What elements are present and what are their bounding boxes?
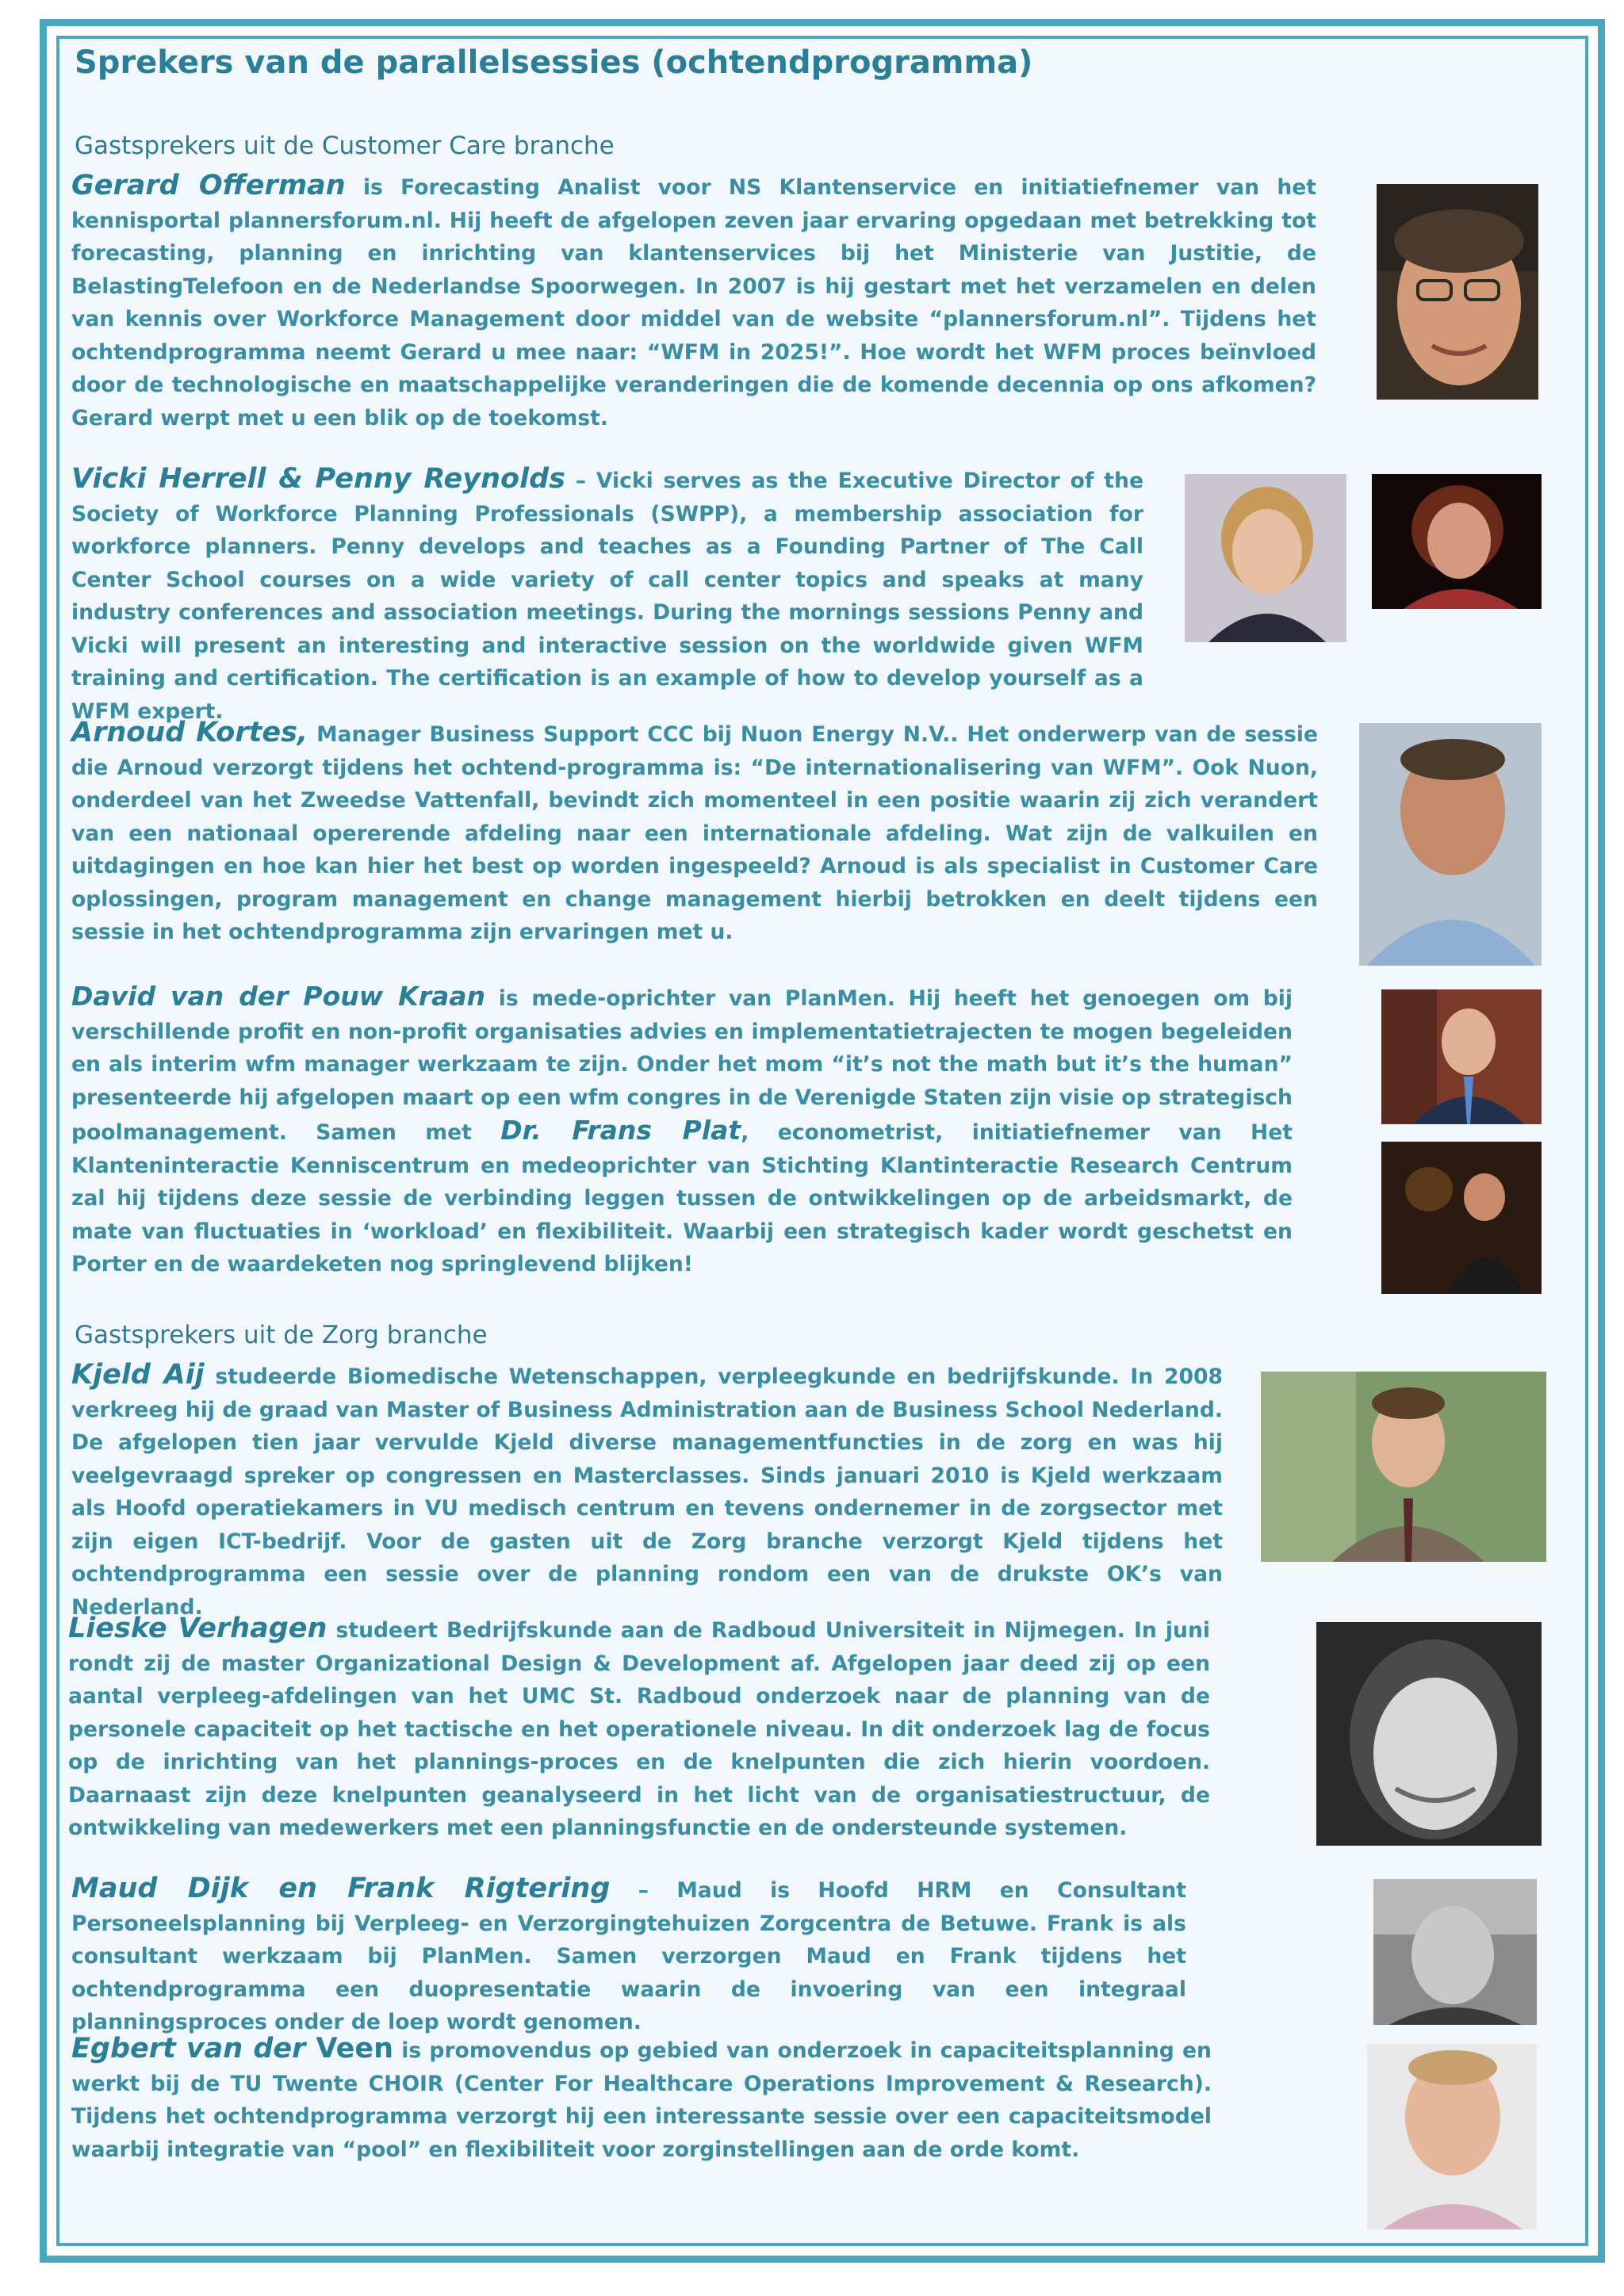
page-title: Sprekers van de parallelsessies (ochtendprogramma) [75,44,1033,81]
speaker-text: studeert Bedrijfskunde aan de Radboud Universiteit in Nijmegen. In juni rondt zij de master Organizational Design & Development af. Afgelopen jaar deed zij op een aantal verpleeg-afdelingen van het UMC St. Radboud onderzoek naar de planning van de personele capaciteit op het tactische en het operationele niveau. In dit onderzoek lag de focus op de inrichting van het plannings-proces en de knelpunten die zich hierin voordoen. Daarnaast zijn deze knelpunten geanalyseerd in het licht van de organisatiestructuur, de ontwikkeling van medewerkers met een planningsfunctie en de ondersteunde systemen. [68,1618,1210,1840]
speaker-photo-veen [1367,2044,1537,2229]
speaker-bio-kraan [71,980,1293,1281]
speaker-bio-offerman [71,170,1316,434]
speaker-bio-kortes [71,717,1318,949]
speaker-text: – Maud is Hoofd HRM en Consultant Personeelsplanning bij Verpleeg- en Verzorgingtehuizen Zorgcentra de Betuwe. Frank is als consultant werkzaam bij PlanMen. Samen verzorgen Maud en Frank tijdens het ochtendprogramma een duopresentatie waarin de invoering van een integraal planningsproces onder de loep wordt genomen. [71,1878,1186,2034]
speaker-photo-verhagen [1316,1622,1542,1846]
speaker-name-plat: Dr. Frans Plat [500,1115,741,1146]
speaker-name-part: Veen [305,2033,394,2064]
speaker-photo-aij [1261,1372,1546,1562]
speaker-photo-plat [1381,1142,1542,1294]
speaker-text: studeerde Biomedische Wetenschappen, verpleegkunde en bedrijfskunde. In 2008 verkreeg hij de graad van Master of Business Administration aan de Business School Nederland. De afgelopen tien jaar vervulde Kjeld diverse managementfuncties in de zorg en was hij veelgevraagd spreker op congressen en Masterclasses. Sinds januari 2010 is Kjeld werkzaam als Hoofd operatiekamers in VU medisch centrum en tevens ondernemer in de zorgsector met zijn eigen ICT-bedrijf. Voor de gasten uit de Zorg branche verzorgt Kjeld tijdens het ochtendprogramma een sessie over de planning rondom een van de drukste OK’s van Nederland. [71,1364,1223,1620]
speaker-text: – Vicki serves as the Executive Director of the Society of Workforce Planning Professionals (SWPP), a membership association for workforce planners. Penny develops and teaches as a Founding Partner of The Call Center School courses on a wide variety of call center topics and speaks at many industry conferences and association meetings. During the mornings sessions Penny and Vicki will present an interesting and interactive session on the worldwide given WFM training and certification. The certification is an example of how to develop yourself as a WFM expert. [71,469,1143,724]
speaker-photo-reynolds [1372,474,1542,609]
speaker-name: Arnoud Kortes, [71,717,308,748]
speaker-name: Lieske Verhagen [68,1613,327,1644]
speaker-text: , econometrist, initiatiefnemer van Het Klanteninteractie Kenniscentrum en medeoprichter van Stichting Klantinteractie Research Centrum zal hij tijdens deze sessie de verbinding leggen tussen de ontwikkelingen op de arbeidsmarkt, de mate van fluctuaties in ‘workload’ en flexibiliteit. Waarbij een strategisch kader wordt geschetst en Porter en de waardeketen nog springlevend blijken! [71,1120,1293,1276]
speaker-text: is Forecasting Analist voor NS Klantenservice en initiatiefnemer van het kennisportal plannersforum.nl. Hij heeft de afgelopen zeven jaar ervaring opgedaan met betrekking tot forecasting, planning en inrichting van klantenservices bij het Ministerie van Justitie, de BelastingTelefoon en de Nederlandse Spoorwegen. In 2007 is hij gestart met het verzamelen en delen van kennis over Workforce Management door middel van de website “plannersforum.nl”. Tijdens het ochtendprogramma neemt Gerard u mee naar: “WFM in 2025!”. Hoe wordt het WFM proces beïnvloed door de technologische en maatschappelijke veranderingen die de komende decennia op ons afkomen? Gerard werpt met u een blik op de toekomst. [71,175,1316,430]
speaker-photo-rigtering [1373,1879,1537,2025]
speaker-name: Gerard Offerman [71,170,346,201]
speaker-bio-herrell-reynolds [71,463,1143,728]
speaker-bio-verhagen [68,1613,1210,1845]
speaker-bio-veen [71,2033,1212,2166]
speaker-bio-aij [71,1359,1223,1624]
speaker-photo-offerman [1377,184,1538,400]
speaker-name: Vicki Herrell & Penny Reynolds [71,463,565,495]
speaker-text: is mede-oprichter van PlanMen. Hij heeft het genoegen om bij verschillende profit en non-profit organisaties advies en implementatietrajecten te mogen begeleiden en als interim wfm manager werkzaam te zijn. Onder het mom “it’s not the math but it’s the human” presenteerde hij afgelopen maart op een wfm congres in de Verenigde Staten zijn visie op strategisch poolmanagement. Samen met [71,986,1293,1145]
speaker-bio-dijk-rigtering [71,1873,1186,2039]
speaker-name: Egbert van der [71,2033,306,2064]
section-heading-customer-care: Gastsprekers uit de Customer Care branche [75,132,615,160]
speaker-photo-herrell [1185,474,1346,642]
speaker-photo-kortes [1359,723,1542,966]
speaker-text: is promovendus op gebied van onderzoek in capaciteitsplanning en werkt bij de TU Twente CHOIR (Center For Healthcare Operations Improvement & Research). Tijdens het ochtendprogramma verzorgt hij een interessante sessie over een capaciteitsmodel waarbij integratie van “pool” en flexibiliteit voor zorginstellingen aan de orde komt. [71,2038,1212,2162]
speaker-name: David van der Pouw Kraan [71,981,486,1012]
section-heading-zorg: Gastsprekers uit de Zorg branche [75,1321,488,1349]
speaker-photo-kraan [1381,989,1542,1124]
speaker-name: Kjeld Aij [71,1359,205,1391]
speaker-text: Manager Business Support CCC bij Nuon Energy N.V.. Het onderwerp van de sessie die Arnoud verzorgt tijdens het ochtend-programma is: “De internationalisering van WFM”. Ook Nuon, onderdeel van het Zweedse Vattenfall, bevindt zich momenteel in een positie waarin zij zich verandert van een nationaal opererende afdeling naar een internationale afdeling. Wat zijn de valkuilen en uitdagingen en hoe kan hier het best op worden ingespeeld? Arnoud is als specialist in Customer Care oplossingen, program management en change management hierbij betrokken en deelt tijdens een sessie in het ochtendprogramma zijn ervaringen met u. [71,722,1319,944]
speaker-name: Maud Dijk en Frank Rigtering [71,1873,611,1904]
